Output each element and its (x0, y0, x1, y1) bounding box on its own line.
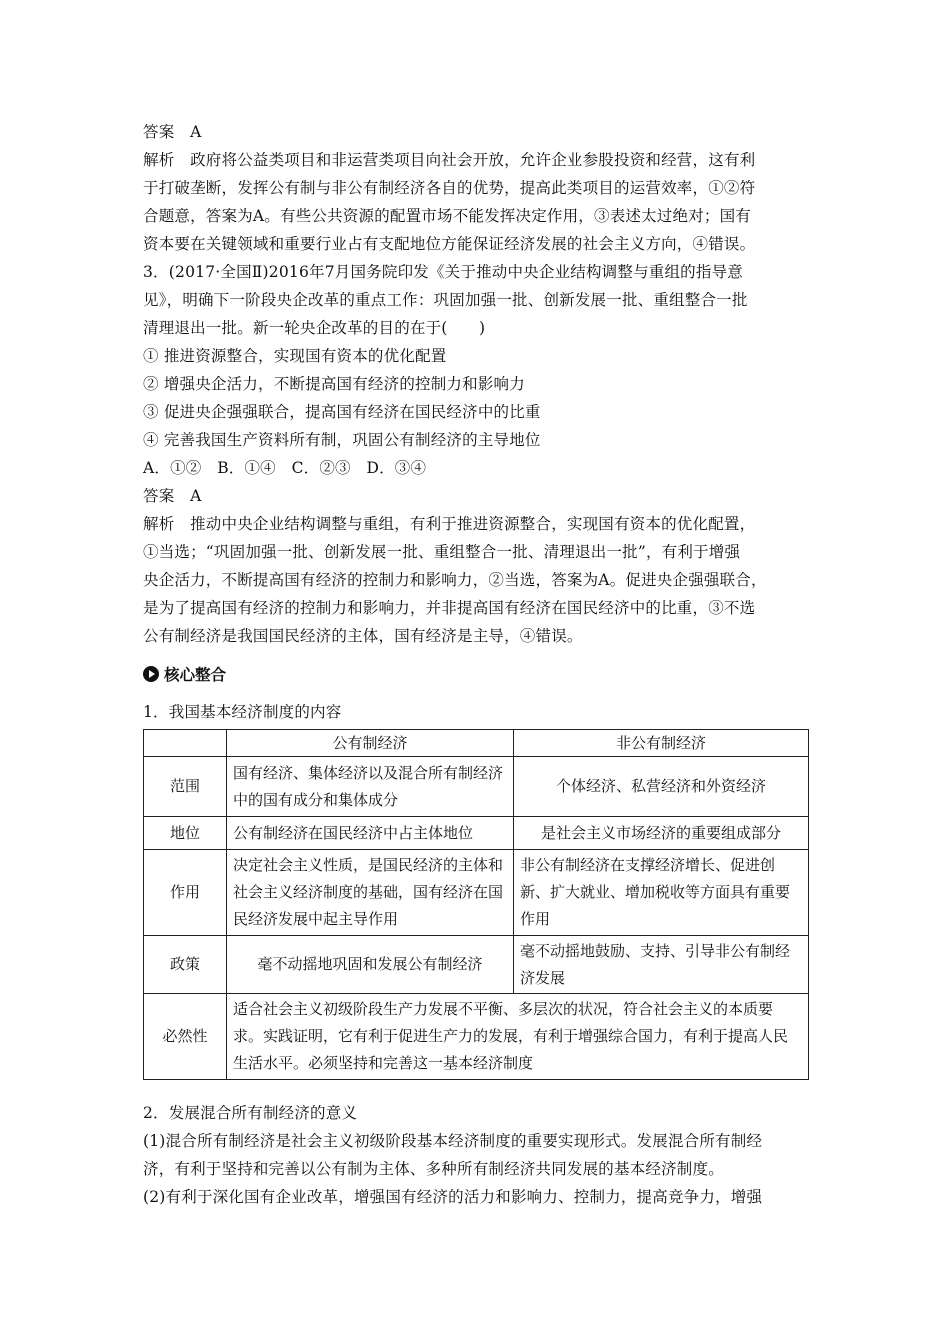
q3-option: ④ 完善我国生产资料所有制，巩固公有制经济的主导地位 (143, 431, 541, 449)
row-label: 地位 (144, 817, 227, 850)
row-label: 必然性 (144, 994, 227, 1080)
economic-system-table (143, 729, 809, 1080)
q3-analysis-line: 是为了提高国有经济的控制力和影响力，并非提高国有经济在国民经济中的比重，③不选 (143, 599, 756, 617)
q3-option: ③ 促进央企强强联合，提高国有经济在国民经济中的比重 (143, 403, 541, 421)
q3-option: ① 推进资源整合，实现国有资本的优化配置 (143, 347, 447, 365)
play-circle-icon (143, 666, 159, 682)
q2-analysis-line: 合题意，答案为A。有些公共资源的配置市场不能发挥决定作用，③表述太过绝对；国有 (143, 207, 751, 225)
cell-public: 国有经济、集体经济以及混合所有制经济中的国有成分和集体成分 (227, 757, 514, 817)
section1-title: 1．我国基本经济制度的内容 (143, 703, 342, 721)
q3-stem-line: 清理退出一批。新一轮央企改革的目的在于( ) (143, 319, 486, 337)
table-row (144, 936, 809, 994)
section2-line: 济，有利于坚持和完善以公有制为主体、多种所有制经济共同发展的基本经济制度。 (143, 1160, 724, 1178)
section2-line: (1)混合所有制经济是社会主义初级阶段基本经济制度的重要实现形式。发展混合所有制经 (143, 1132, 763, 1150)
q3-choices: A．①② B．①④ C．②③ D．③④ (143, 459, 427, 477)
row-label: 作用 (144, 850, 227, 936)
cell-nonpublic: 是社会主义市场经济的重要组成部分 (514, 817, 809, 850)
cell-public: 公有制经济在国民经济中占主体地位 (227, 817, 514, 850)
q3-analysis-line: 解析 推动中央企业结构调整与重组，有利于推进资源整合，实现国有资本的优化配置， (143, 515, 756, 533)
row-label: 范围 (144, 757, 227, 817)
cell-public: 决定社会主义性质，是国民经济的主体和社会主义经济制度的基础，国有经济在国民经济发展中起主导作用 (227, 850, 514, 936)
q2-analysis-line: 资本要在关键领域和重要行业占有支配地位方能保证经济发展的社会主义方向，④错误。 (143, 235, 756, 253)
table-row (144, 850, 809, 936)
q3-option: ② 增强央企活力，不断提高国有经济的控制力和影响力 (143, 375, 525, 393)
q3-analysis-line: ①当选；“巩固加强一批、创新发展一批、重组整合一批、清理退出一批”，有利于增强 (143, 543, 741, 561)
cell-public: 毫不动摇地巩固和发展公有制经济 (227, 936, 514, 994)
core-heading (143, 663, 226, 685)
q2-analysis-line: 解析 政府将公益类项目和非运营类项目向社会开放，允许企业参股投资和经营，这有利 (143, 151, 756, 169)
q3-answer: 答案 A (143, 487, 202, 505)
cell-merged: 适合社会主义初级阶段生产力发展不平衡、多层次的状况，符合社会主义的本质要求。实践证明，它有利于促进生产力的发展，有利于增强综合国力，有利于提高人民生活水平。必须坚持和完善这一基本经济制度 (227, 994, 809, 1080)
q3-analysis-line: 公有制经济是我国国民经济的主体，国有经济是主导，④错误。 (143, 627, 583, 645)
table-header-row (144, 730, 809, 757)
row-label: 政策 (144, 936, 227, 994)
cell-nonpublic: 毫不动摇地鼓励、支持、引导非公有制经济发展 (514, 936, 809, 994)
table-header-nonpublic: 非公有制经济 (514, 730, 809, 757)
cell-nonpublic: 非公有制经济在支撑经济增长、促进创新、扩大就业、增加税收等方面具有重要作用 (514, 850, 809, 936)
cell-nonpublic: 个体经济、私营经济和外资经济 (514, 757, 809, 817)
q2-analysis-line: 于打破垄断，发挥公有制与非公有制经济各自的优势，提高此类项目的运营效率，①②符 (143, 179, 756, 197)
core-heading-text: 核心整合 (164, 666, 227, 684)
q2-answer: 答案 A (143, 123, 202, 141)
table-row (144, 757, 809, 817)
q3-analysis-line: 央企活力，不断提高国有经济的控制力和影响力，②当选，答案为A。促进央企强强联合， (143, 571, 767, 589)
section2-title: 2．发展混合所有制经济的意义 (143, 1104, 358, 1122)
table-row (144, 994, 809, 1080)
table-row (144, 817, 809, 850)
q3-stem-line: 见》，明确下一阶段央企改革的重点工作：巩固加强一批、创新发展一批、重组整合一批 (143, 291, 748, 309)
q3-stem-line: 3．(2017·全国Ⅱ)2016年7月国务院印发《关于推动中央企业结构调整与重组的指导意 (143, 263, 743, 281)
section2-line: (2)有利于深化国有企业改革，增强国有经济的活力和影响力、控制力，提高竞争力，增强 (143, 1188, 763, 1206)
table-header-public: 公有制经济 (227, 730, 514, 757)
table-header-corner (144, 730, 227, 757)
